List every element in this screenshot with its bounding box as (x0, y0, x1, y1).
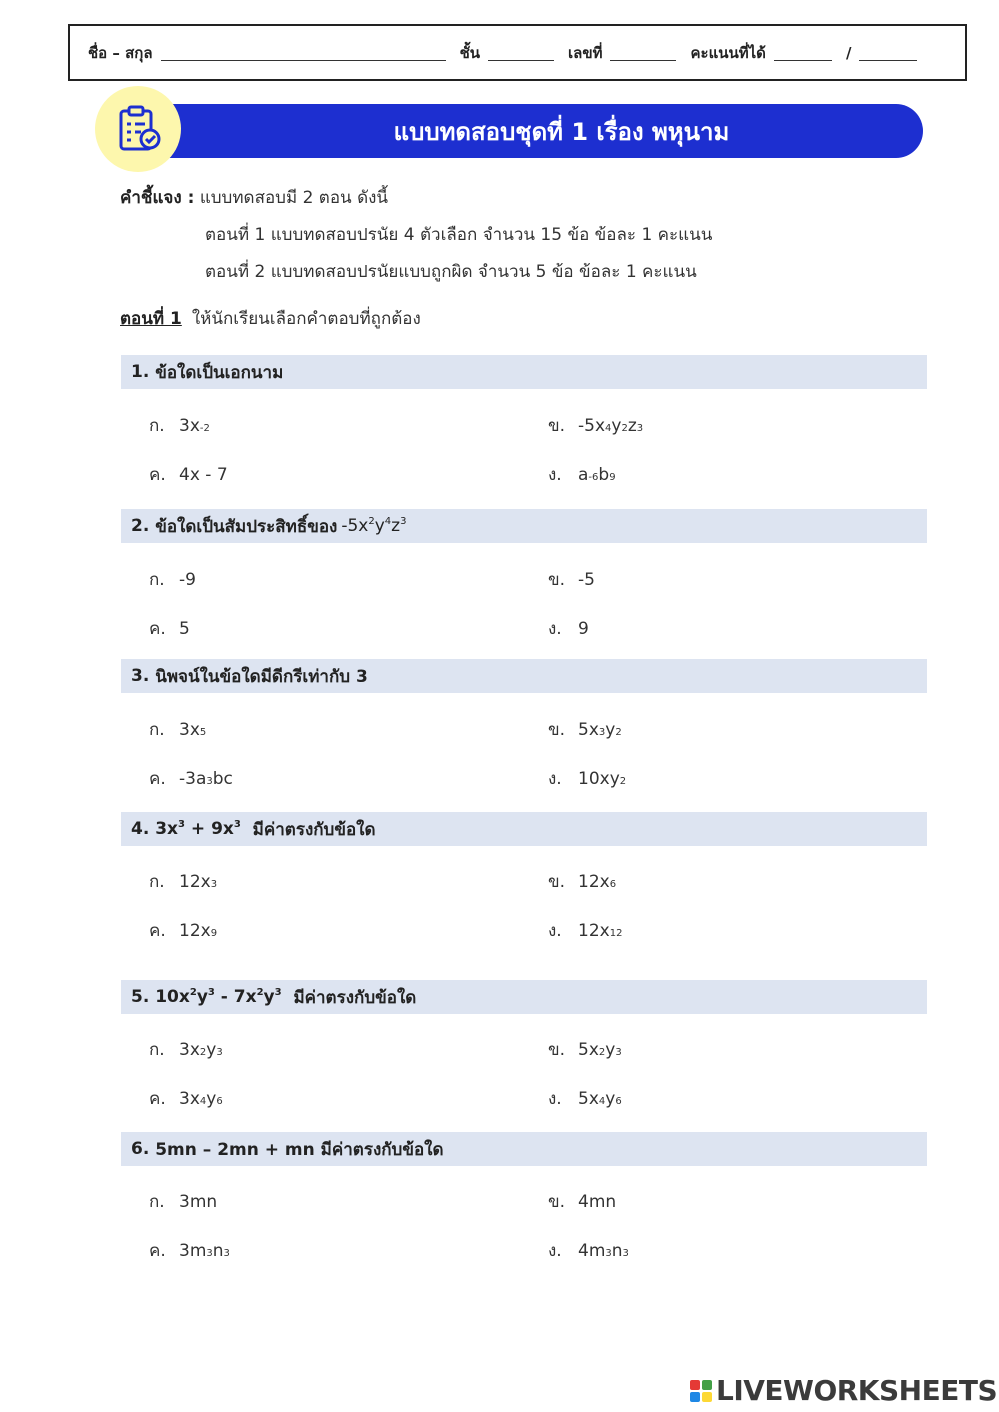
q5-option-b[interactable]: ข. 5x 2 y 3 (548, 1036, 622, 1063)
score-label: คะแนนที่ได้ (690, 43, 766, 62)
option-key: ค. (149, 769, 166, 789)
option-key: ก. (149, 1040, 165, 1060)
question-expression (341, 516, 406, 536)
option-key: ง. (548, 465, 562, 485)
option-text: 3m (179, 1241, 207, 1261)
expr-part: 10x (155, 987, 190, 1007)
number-field[interactable] (610, 45, 676, 61)
q6-option-c[interactable]: ค. 3m 3 n 3 (149, 1237, 230, 1264)
option-text: 12x (179, 872, 211, 892)
q5-option-c[interactable]: ค. 3x 4 y 6 (149, 1085, 223, 1112)
option-key: ง. (548, 921, 562, 941)
option-key: ข. (548, 1040, 566, 1060)
total-score-field[interactable] (859, 45, 917, 61)
option-text: n (611, 1241, 623, 1261)
option-text: 3x (179, 1040, 200, 1060)
option-key: ข. (548, 416, 566, 436)
question-text: ข้อใดเป็นเอกนาม (155, 362, 284, 383)
instructions-line-2: ตอนที่ 2 แบบทดสอบปรนัยแบบถูกผิด จำนวน 5 ข้อ ข้อละ 1 คะแนน (205, 262, 697, 282)
option-text: 3mn (179, 1192, 218, 1212)
question-expression (155, 819, 241, 839)
logo-block (702, 1380, 712, 1390)
q2-option-d[interactable] (548, 615, 589, 642)
option-text: 12x (578, 872, 610, 892)
expr-part: z (391, 516, 401, 536)
option-text: bc (212, 769, 233, 789)
instructions-label: คำชี้แจง : (120, 188, 195, 208)
option-key: ก. (149, 1192, 165, 1212)
option-text: -5x (578, 416, 606, 436)
question-number: 5. (131, 987, 150, 1007)
q4-option-a[interactable]: ก. 12x 3 (149, 868, 217, 895)
class-field[interactable] (488, 45, 554, 61)
q3-option-d[interactable]: ง. 10xy 2 (548, 765, 626, 792)
exponent: 2 (189, 987, 197, 998)
question-4-bar (121, 812, 927, 846)
question-6-bar (121, 1132, 927, 1166)
score-separator: / (845, 43, 852, 62)
instructions-line-1: ตอนที่ 1 แบบทดสอบปรนัย 4 ตัวเลือก จำนวน 15 ข้อ ข้อละ 1 คะแนน (205, 225, 713, 245)
option-key: ข. (548, 720, 566, 740)
question-number: 4. (131, 819, 150, 839)
name-field[interactable] (161, 45, 446, 61)
option-key: ง. (548, 1241, 562, 1261)
option-text: y (605, 720, 616, 740)
option-text: y (206, 1089, 217, 1109)
exponent: 2 (256, 987, 264, 998)
class-label: ชั้น (459, 43, 481, 62)
option-key: ค. (149, 1089, 166, 1109)
expr-part: -5x (341, 516, 369, 536)
option-key: ข. (548, 872, 566, 892)
q1-option-d[interactable]: ง. a -6 b 9 (548, 461, 616, 488)
option-text: -5 (578, 570, 595, 590)
option-key: ก. (149, 872, 165, 892)
liveworksheets-logo (690, 1374, 997, 1407)
question-text: ข้อใดเป็นสัมประสิทธิ์ของ (155, 516, 338, 537)
option-key: ค. (149, 619, 166, 639)
name-label: ชื่อ – สกุล (88, 43, 153, 62)
option-key: ค. (149, 921, 166, 941)
option-text: b (598, 465, 610, 485)
option-text: y (605, 1040, 616, 1060)
question-1-bar (121, 355, 927, 389)
question-text: นิพจน์ในข้อใดมีดีกรีเท่ากับ 3 (155, 666, 368, 687)
option-text: 4mn (578, 1192, 617, 1212)
option-key: ง. (548, 1089, 562, 1109)
score-field[interactable] (774, 45, 832, 61)
option-key: ข. (548, 570, 566, 590)
option-key: ค. (149, 1241, 166, 1261)
expr-part: y (374, 516, 385, 536)
number-label: เลขที่ (568, 43, 603, 62)
option-text: y (611, 416, 622, 436)
option-text: 3x (179, 416, 200, 436)
option-text: 3x (179, 720, 200, 740)
q1-option-a[interactable]: ก. 3x -2 (149, 412, 210, 439)
q2-option-c[interactable] (149, 615, 190, 642)
clipboard-check-icon (95, 86, 181, 172)
exponent: 3 (207, 987, 215, 998)
option-key: ง. (548, 619, 562, 639)
q6-option-b[interactable] (548, 1188, 616, 1215)
question-text: 5mn – 2mn + mn มีค่าตรงกับข้อใด (155, 1139, 444, 1160)
q6-option-d[interactable]: ง. 4m 3 n 3 (548, 1237, 629, 1264)
q4-option-c[interactable]: ค. 12x 9 (149, 917, 217, 944)
option-text: 4x - 7 (179, 465, 228, 485)
option-text: z (627, 416, 637, 436)
question-text: มีค่าตรงกับข้อใด (293, 987, 417, 1008)
student-info-box (68, 24, 967, 81)
q1-option-b[interactable]: ข. -5x 4 y 2 z 3 (548, 412, 643, 439)
option-text: 3x (179, 1089, 200, 1109)
option-key: ข. (548, 1192, 566, 1212)
question-number: 2. (131, 516, 150, 536)
option-text: y (605, 1089, 616, 1109)
option-text: 9 (578, 619, 589, 639)
option-key: ก. (149, 570, 165, 590)
question-5-bar (121, 980, 927, 1014)
option-text: a (578, 465, 589, 485)
expr-part: y (263, 987, 275, 1007)
exponent: 3 (274, 987, 282, 998)
option-key: ค. (149, 465, 166, 485)
q3-option-b[interactable]: ข. 5x 3 y 2 (548, 716, 622, 743)
option-text: n (212, 1241, 224, 1261)
q5-option-d[interactable]: ง. 5x 4 y 6 (548, 1085, 622, 1112)
title-banner (140, 104, 923, 158)
option-text: 4m (578, 1241, 606, 1261)
instructions-intro: แบบทดสอบมี 2 ตอน ดังนี้ (199, 188, 389, 208)
question-number: 6. (131, 1139, 150, 1159)
option-key: ง. (548, 769, 562, 789)
q3-option-a[interactable]: ก. 3x 5 (149, 716, 206, 743)
expr-part: 3x (155, 819, 179, 839)
q6-option-a[interactable] (149, 1188, 217, 1215)
option-text: y (206, 1040, 217, 1060)
q1-option-c[interactable] (149, 461, 228, 488)
option-text: 5x (578, 1089, 599, 1109)
q2-option-b[interactable] (548, 566, 595, 593)
question-expression (155, 987, 281, 1007)
q4-option-b[interactable]: ข. 12x 6 (548, 868, 616, 895)
q5-option-a[interactable]: ก. 3x 2 y 3 (149, 1036, 223, 1063)
page-title: แบบทดสอบชุดที่ 1 เรื่อง พหุนาม (393, 117, 730, 146)
exponent: 3 (178, 819, 185, 830)
option-text: 5x (578, 1040, 599, 1060)
logo-block (690, 1380, 700, 1390)
option-text: 12x (578, 921, 610, 941)
option-text: 5x (578, 720, 599, 740)
exponent: 4 (384, 516, 392, 527)
exponent: 3 (233, 819, 241, 830)
option-key: ก. (149, 416, 165, 436)
option-text: 12x (179, 921, 211, 941)
option-text: -3a (179, 769, 207, 789)
option-text: -9 (179, 570, 196, 590)
instructions (120, 180, 712, 291)
option-text: 5 (179, 619, 190, 639)
expr-part: - 7x (214, 987, 257, 1007)
part-1-text: ให้นักเรียนเลือกคำตอบที่ถูกต้อง (191, 309, 421, 329)
option-text: 10xy (578, 769, 620, 789)
q4-option-d[interactable]: ง. 12x 12 (548, 917, 622, 944)
part-1-heading (120, 305, 421, 332)
part-1-label: ตอนที่ 1 (120, 309, 182, 329)
q2-option-a[interactable] (149, 566, 196, 593)
q3-option-c[interactable]: ค. -3a 3 bc (149, 765, 233, 792)
logo-text: LIVEWORKSHEETS (716, 1374, 998, 1407)
exponent: 2 (368, 516, 375, 527)
question-2-bar (121, 509, 927, 543)
option-key: ก. (149, 720, 165, 740)
question-number: 3. (131, 666, 150, 686)
expr-part: + 9x (184, 819, 234, 839)
exponent: 3 (400, 516, 407, 527)
question-3-bar (121, 659, 927, 693)
logo-block (702, 1392, 712, 1402)
logo-block (690, 1392, 700, 1402)
question-number: 1. (131, 362, 150, 382)
question-text: มีค่าตรงกับข้อใด (252, 819, 376, 840)
expr-part: y (196, 987, 208, 1007)
logo-blocks-icon (690, 1380, 712, 1402)
